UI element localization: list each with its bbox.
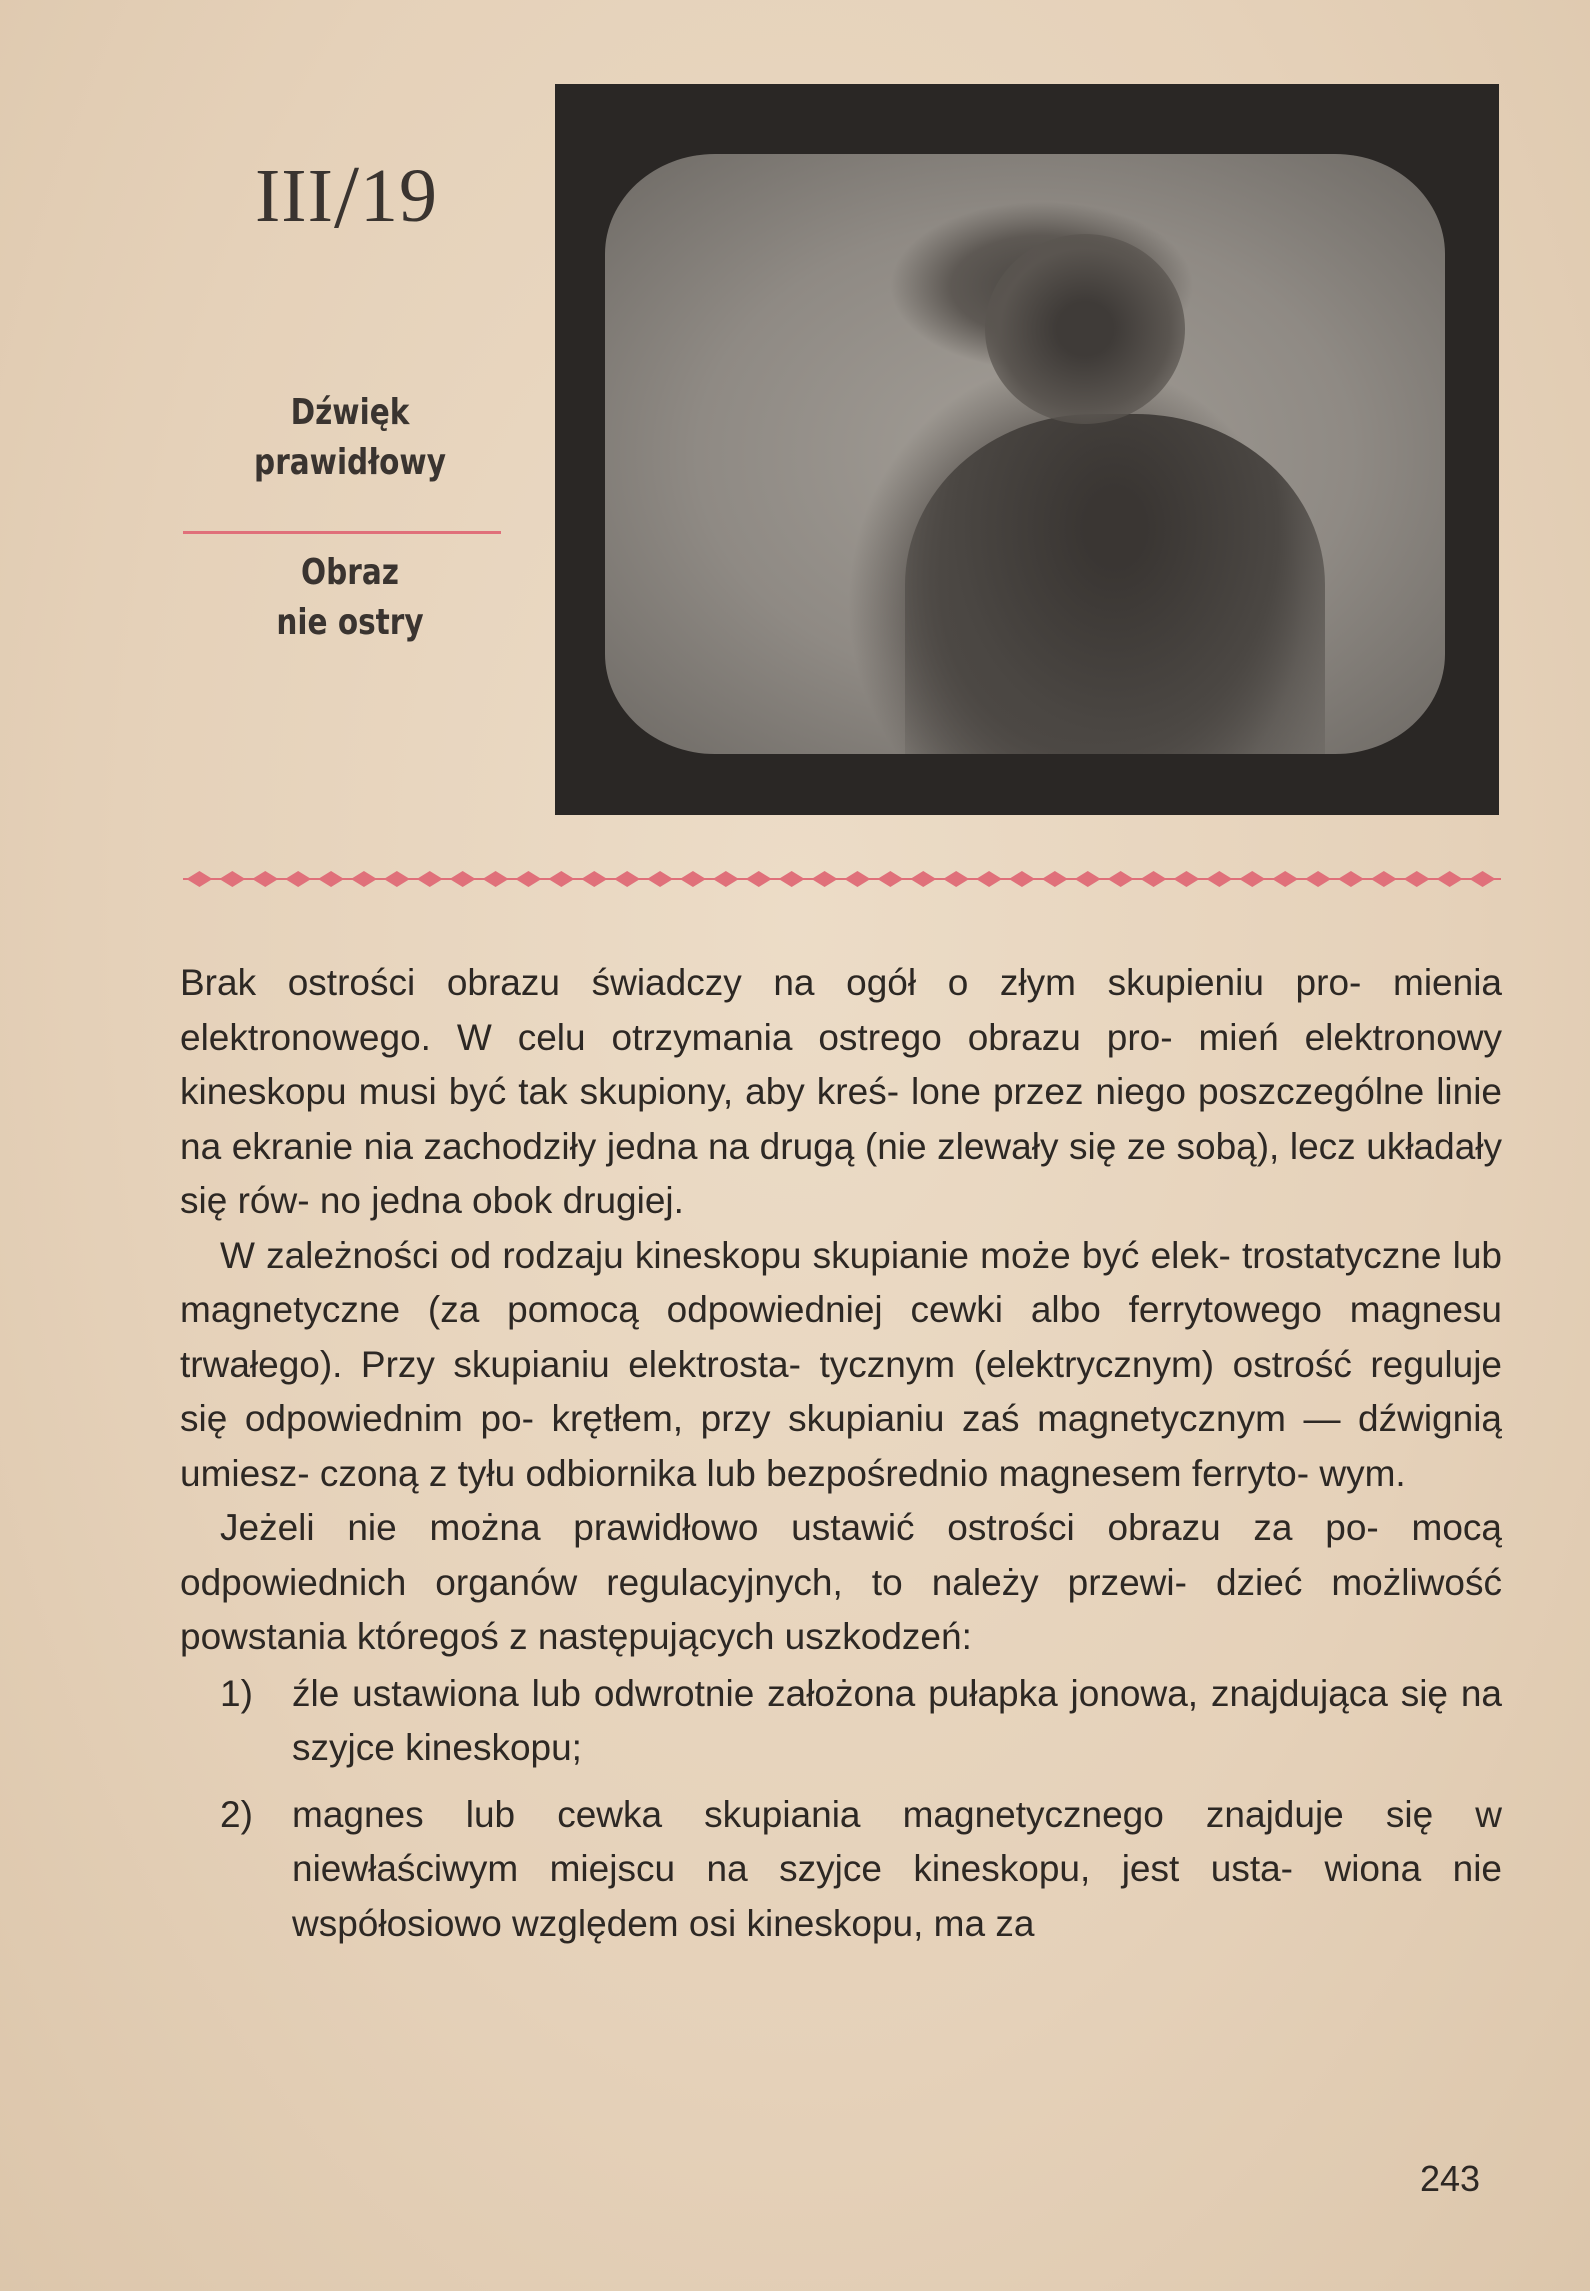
ornament-diamond [351, 871, 377, 887]
list-item-line: magnes lub cewka skupiania magnetycznego znajduje się [292, 1793, 1434, 1835]
diamond-ornament-border [183, 868, 1501, 890]
paragraph-line: lone przez niego poszczególne linie na ekranie nia zachodziły [180, 1071, 1503, 1167]
paragraph-line: albo ferrytowego magnesu trwałego). Przy skupianiu elektrosta- [180, 1289, 1502, 1385]
ornament-diamond [1404, 871, 1430, 887]
ornament-diamond [1108, 871, 1134, 887]
image-label-line2: nie ostry [276, 602, 424, 643]
ornament-diamond [844, 871, 870, 887]
ornament-diamond [1470, 871, 1496, 887]
label-divider [183, 531, 501, 534]
ornament-diamond [943, 871, 969, 887]
ornament-diamond [1305, 871, 1331, 887]
ornament-diamond [910, 871, 936, 887]
section-slash: / [333, 148, 360, 247]
sound-label-line2: prawidłowy [254, 442, 446, 483]
ornament-diamond [1206, 871, 1232, 887]
paragraph-line: tycznym (elektrycznym) ostrość reguluje się odpowiednim po- [180, 1343, 1502, 1439]
ornament-diamond [1009, 871, 1035, 887]
ornament-diamond [1272, 871, 1298, 887]
ornament-diamond [252, 871, 278, 887]
ornament-diamond [450, 871, 476, 887]
ornament-diamond [647, 871, 673, 887]
paragraph-line: Jeżeli nie można prawidłowo ustawić ostrości obrazu za po- [220, 1507, 1379, 1548]
ornament-diamond [1173, 871, 1199, 887]
list-item-number: 1) [220, 1672, 253, 1714]
image-status-label [211, 548, 490, 648]
section-minor: 19 [359, 154, 438, 238]
paragraph-line: jedna na drugą (nie zlewały się ze sobą), lecz układały się rów- [180, 1125, 1502, 1221]
ornament-diamond [318, 871, 344, 887]
ornament-diamond [976, 871, 1002, 887]
ornament-diamond [812, 871, 838, 887]
list-item [180, 1788, 1502, 1952]
ornament-diamond [285, 871, 311, 887]
ornament-diamond [219, 871, 245, 887]
paragraph-line: dzieć możliwość powstania któregoś z następujących uszkodzeń: [180, 1561, 1502, 1657]
blurred-figure-body [905, 414, 1325, 754]
section-number [255, 140, 438, 247]
section-major: III [255, 154, 334, 238]
tv-screen-image [605, 154, 1445, 754]
paragraph-3 [180, 1501, 1502, 1665]
list-item-text [292, 1788, 1502, 1952]
paragraph-line: W zależności od rodzaju kineskopu skupianie może być elek- [220, 1234, 1231, 1276]
paragraph-line: no jedna obok drugiej. [319, 1180, 684, 1221]
ornament-diamond [581, 871, 607, 887]
ornament-diamond [186, 871, 212, 887]
ornament-diamond [746, 871, 772, 887]
ornament-diamond [680, 871, 706, 887]
ornament-diamond [384, 871, 410, 887]
ornament-diamond [1075, 871, 1101, 887]
list-item-number: 2) [220, 1793, 253, 1835]
ornament-diamond [1371, 871, 1397, 887]
image-label-line1: Obraz [301, 552, 399, 593]
paragraph-2 [180, 1229, 1502, 1502]
ornament-diamond [1042, 871, 1068, 887]
paragraph-line: Brak ostrości obrazu świadczy na ogół o złym skupieniu pro- [180, 962, 1362, 1003]
paragraph-1 [180, 956, 1502, 1229]
page-number: 243 [1420, 2158, 1481, 2199]
sound-label-line1: Dźwięk [290, 392, 410, 433]
ornament-diamond [1239, 871, 1265, 887]
body-text [180, 956, 1502, 1951]
paragraph-line: trostatyczne lub magnetyczne (za pomocą odpowiedniej cewki [180, 1234, 1503, 1330]
ornament-diamond [1437, 871, 1463, 887]
ornament-diamond [877, 871, 903, 887]
list-item-line: wiona nie współosiowo względem osi kineskopu, ma za [292, 1848, 1502, 1944]
list-item-text [292, 1667, 1502, 1776]
paragraph-line: czoną z tyłu odbiornika lub bezpośrednio magnesem ferryto- [319, 1452, 1310, 1494]
paragraph-line: krętłem, przy skupianiu zaś magnetycznym — dźwignią umiesz- [180, 1398, 1503, 1494]
ornament-diamond [1338, 871, 1364, 887]
paragraph-line: mienia elektronowego. W celu otrzymania ostrego obrazu pro- [180, 962, 1503, 1058]
tv-screen-photo [555, 84, 1499, 815]
ornament-diamond [1141, 871, 1167, 887]
ornament-diamond [614, 871, 640, 887]
list-item-line: w niewłaściwym miejscu na szyjce kineskopu, jest usta- [292, 1793, 1502, 1889]
ornament-diamond [515, 871, 541, 887]
ornament-diamond [417, 871, 443, 887]
ornament-diamond [548, 871, 574, 887]
ornament-diamond [713, 871, 739, 887]
paragraph-line: wym. [1319, 1452, 1406, 1494]
paragraph-line: mocą odpowiednich organów regulacyjnych, to należy przewi- [180, 1507, 1502, 1603]
blurred-figure-head [985, 234, 1185, 424]
sound-status-label [211, 388, 490, 488]
list-item-line: znajdująca się na szyjce kineskopu; [292, 1672, 1503, 1768]
paragraph-line: mień elektronowy kineskopu musi być tak skupiony, aby kreś- [180, 1016, 1503, 1112]
list-item [180, 1667, 1502, 1776]
ornament-diamond [779, 871, 805, 887]
ornament-diamond [483, 871, 509, 887]
list-item-line: źle ustawiona lub odwrotnie założona pułapka jonowa, [292, 1672, 1199, 1714]
